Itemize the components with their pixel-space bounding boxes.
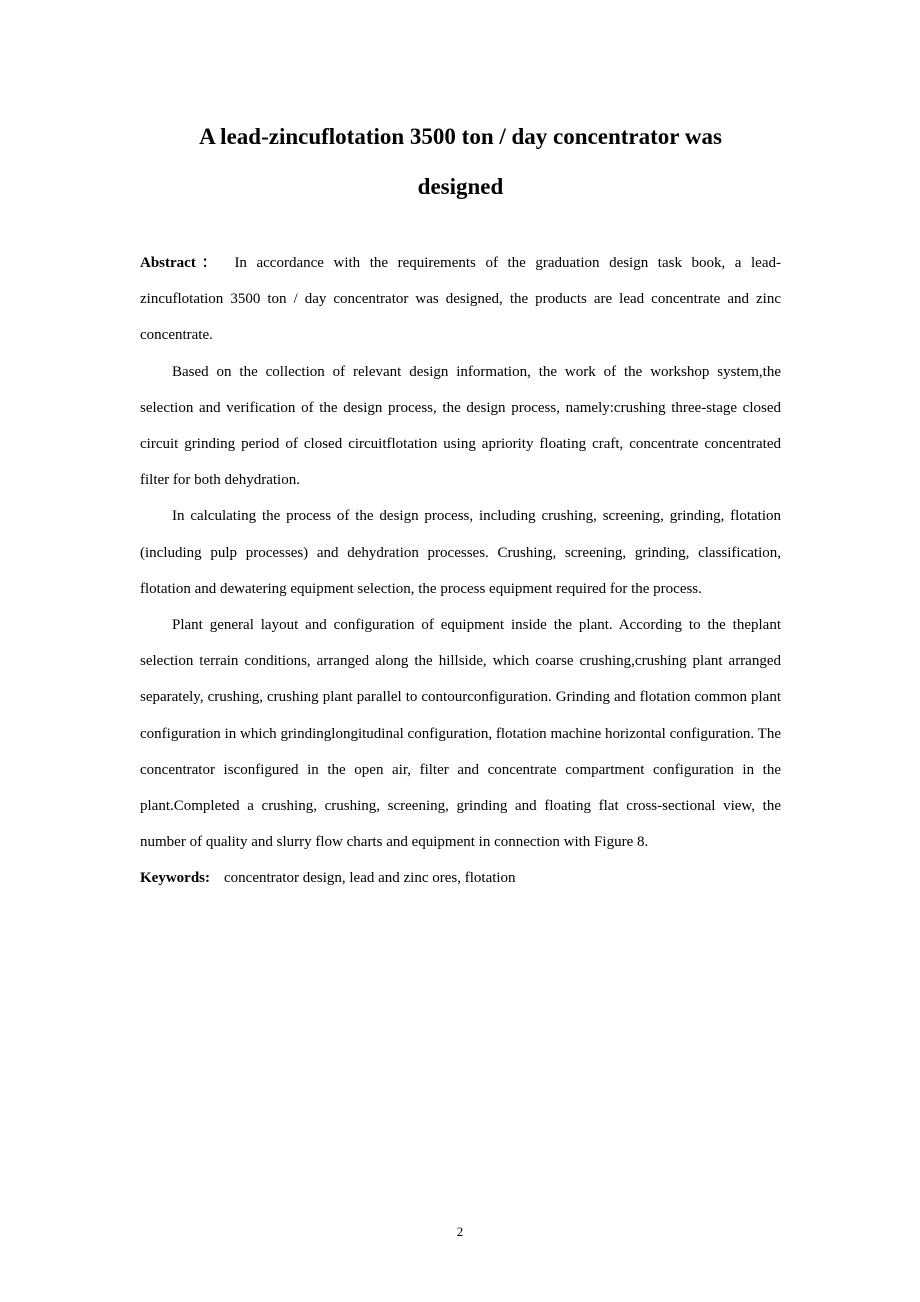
- keywords-text: concentrator design, lead and zinc ores, flotation: [224, 870, 516, 887]
- paper-title-line-2: designed: [417, 174, 504, 199]
- paper-title-line-1: A lead-zincuflotation 3500 ton / day concentrator was: [199, 124, 722, 149]
- abstract-section: [140, 245, 781, 897]
- paper-title: [140, 112, 781, 212]
- keywords-line: [140, 860, 781, 896]
- page-number: 2: [456, 1224, 464, 1239]
- body-paragraph-process-calculation: In calculating the process of the design process, including crushing, screening, grinding, flotation (including pulp processes) and dehydration processes. Crushing, screening, grinding, classification, flotation and dewatering equipment selection, the process equipment required for the process.: [140, 508, 781, 597]
- keywords-label: Keywords:: [140, 870, 210, 887]
- body-paragraph-plant-layout: Plant general layout and configuration of equipment inside the plant. According to the theplant selection terrain conditions, arranged along the hillside, which coarse crushing,crushing plant arranged separately, crushing, crushing plant parallel to contourconfiguration. Grinding and flotation common plant configuration in which grindinglongitudinal configuration, flotation machine horizontal configuration. The concentrator isconfigured in the open air, filter and concentrate compartment configuration in the plant.Completed a crushing, crushing, screening, grinding and floating flat cross-sectional view, the number of quality and slurry flow charts and equipment in connection with Figure 8.: [140, 617, 781, 851]
- abstract-text: In accordance with the requirements of the graduation design task book, a lead-zincuflotation 3500 ton / day concentrator was designed, the products are lead concentrate and zinc concentrate.: [140, 255, 781, 344]
- abstract-paragraph: [140, 245, 781, 354]
- body-paragraph-design-info: Based on the collection of relevant design information, the work of the workshop system,the selection and verification of the design process, the design process, namely:crushing three-stage closed circuit grinding period of closed circuitflotation using apriority floating craft, concentrate concentrated filter for both dehydration.: [140, 363, 781, 489]
- abstract-label: Abstract：: [140, 255, 223, 271]
